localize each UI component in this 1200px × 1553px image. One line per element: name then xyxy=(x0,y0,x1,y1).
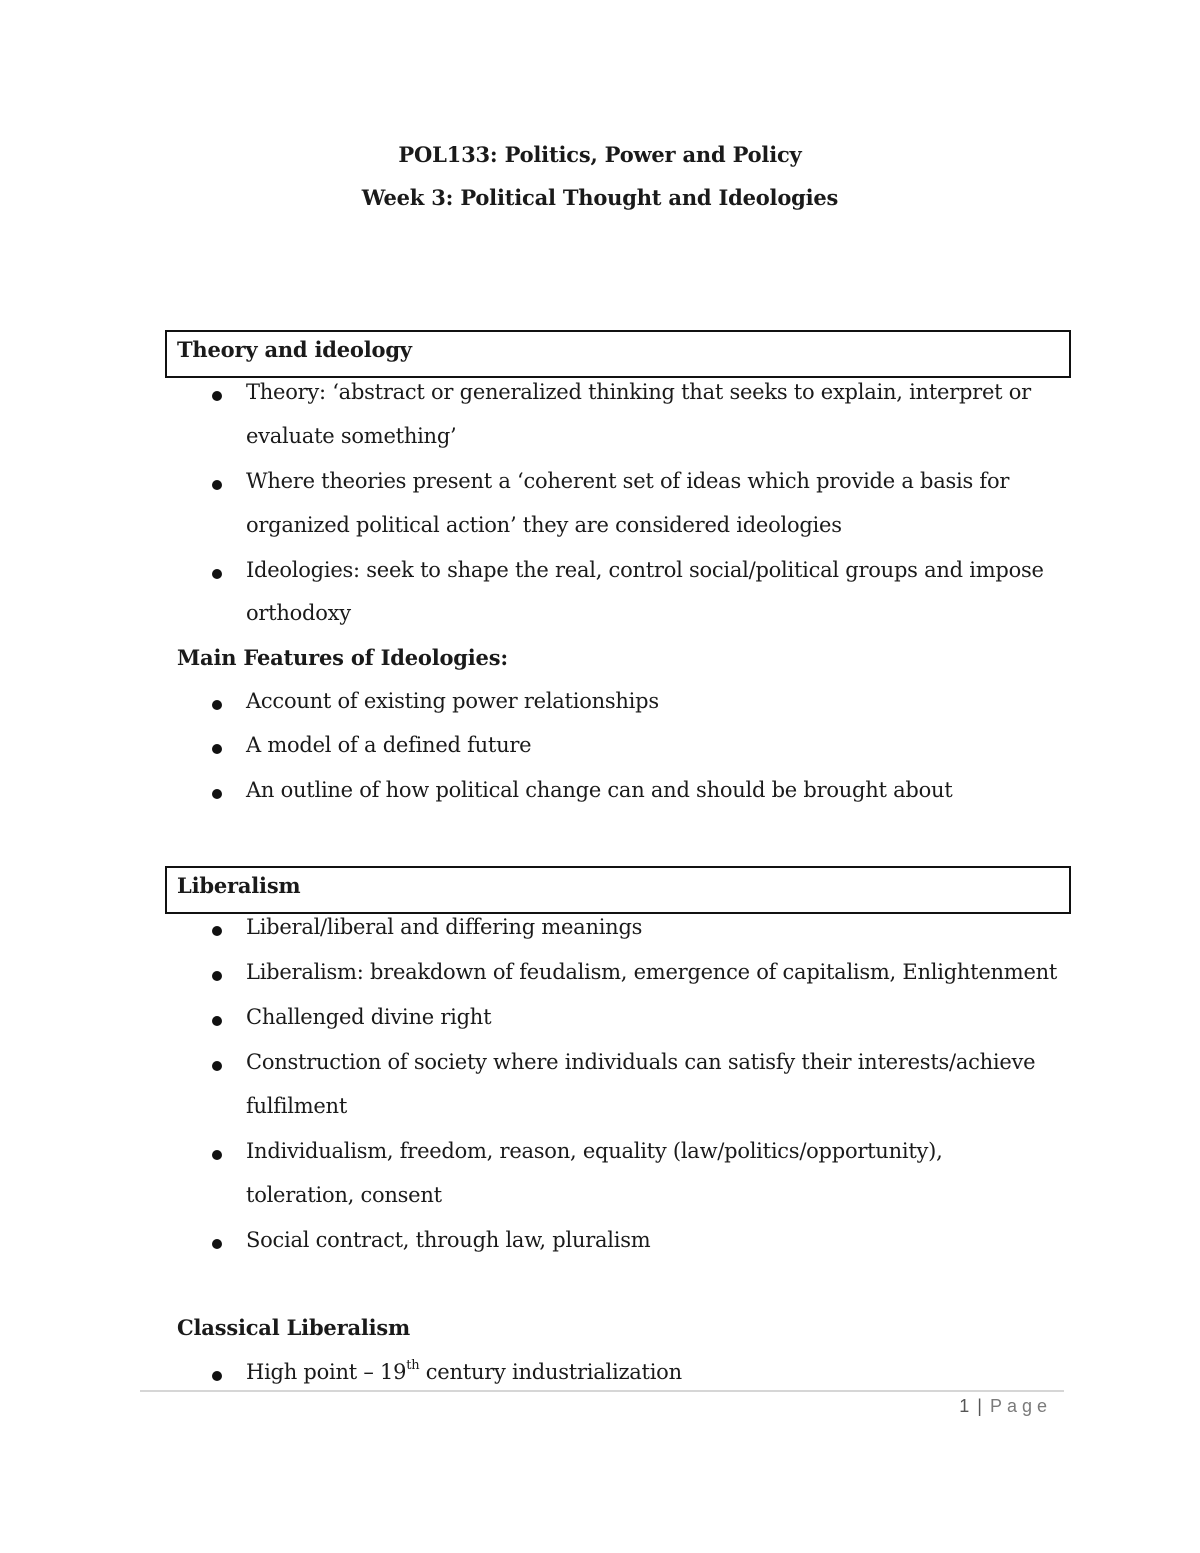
list-item-text: Theory: ‘abstract or generalized thinking that seeks to explain, interpret or xyxy=(246,380,1031,404)
list-item-text: A model of a defined future xyxy=(246,733,532,757)
list-item-text: Liberal/liberal and differing meanings xyxy=(246,915,643,939)
bullet-icon xyxy=(212,700,222,710)
bullet-icon xyxy=(212,1016,222,1026)
section-heading-liberalism: Liberalism xyxy=(177,873,301,898)
list-item-text: An outline of how political change can and should be brought about xyxy=(246,778,953,802)
list-item-text: Individualism, freedom, reason, equality (law/politics/opportunity), xyxy=(246,1139,943,1163)
list-item-text: Account of existing power relationships xyxy=(246,689,659,713)
bullet-icon xyxy=(212,1150,222,1160)
list-item-text-continued: organized political action’ they are considered ideologies xyxy=(246,513,842,537)
list-item-text: Challenged divine right xyxy=(246,1005,492,1029)
bullet-icon xyxy=(212,1239,222,1249)
list-item-text-part: High point – 19 xyxy=(246,1360,407,1384)
section-heading-classical: Classical Liberalism xyxy=(177,1315,411,1340)
section-heading-theory: Theory and ideology xyxy=(177,337,412,362)
bullet-icon xyxy=(212,1371,222,1381)
list-item-text-continued: evaluate something’ xyxy=(246,424,457,448)
bullet-icon xyxy=(212,1061,222,1071)
bullet-icon xyxy=(212,391,222,401)
bullet-icon xyxy=(212,971,222,981)
list-item-text: Liberalism: breakdown of feudalism, emergence of capitalism, Enlightenment xyxy=(246,960,1058,984)
list-item-text: Ideologies: seek to shape the real, control social/political groups and impose xyxy=(246,558,1044,582)
section-heading-features: Main Features of Ideologies: xyxy=(177,645,508,670)
footer-separator: | xyxy=(977,1396,982,1416)
list-item-text: Social contract, through law, pluralism xyxy=(246,1228,651,1252)
bullet-icon xyxy=(212,569,222,579)
page-footer xyxy=(959,1396,1052,1417)
footer-divider xyxy=(140,1390,1064,1392)
list-item-text-part: century industrialization xyxy=(419,1360,682,1384)
bullet-icon xyxy=(212,744,222,754)
bullet-icon xyxy=(212,926,222,936)
document-title: POL133: Politics, Power and Policy xyxy=(398,142,802,167)
list-item-text-continued: fulfilment xyxy=(246,1094,348,1118)
bullet-icon xyxy=(212,789,222,799)
list-item-text-continued: toleration, consent xyxy=(246,1183,442,1207)
page-label: Page xyxy=(989,1396,1052,1416)
list-item-text-continued: orthodoxy xyxy=(246,601,351,625)
list-item-text xyxy=(246,1360,682,1384)
page-number: 1 xyxy=(959,1396,970,1416)
document-subtitle: Week 3: Political Thought and Ideologies xyxy=(361,185,839,210)
section-box-theory xyxy=(165,330,1071,378)
section-box-liberalism xyxy=(165,866,1071,914)
bullet-icon xyxy=(212,480,222,490)
superscript: th xyxy=(406,1358,420,1373)
list-item-text: Where theories present a ‘coherent set of ideas which provide a basis for xyxy=(246,469,1010,493)
list-item-text: Construction of society where individuals can satisfy their interests/achieve xyxy=(246,1050,1036,1074)
